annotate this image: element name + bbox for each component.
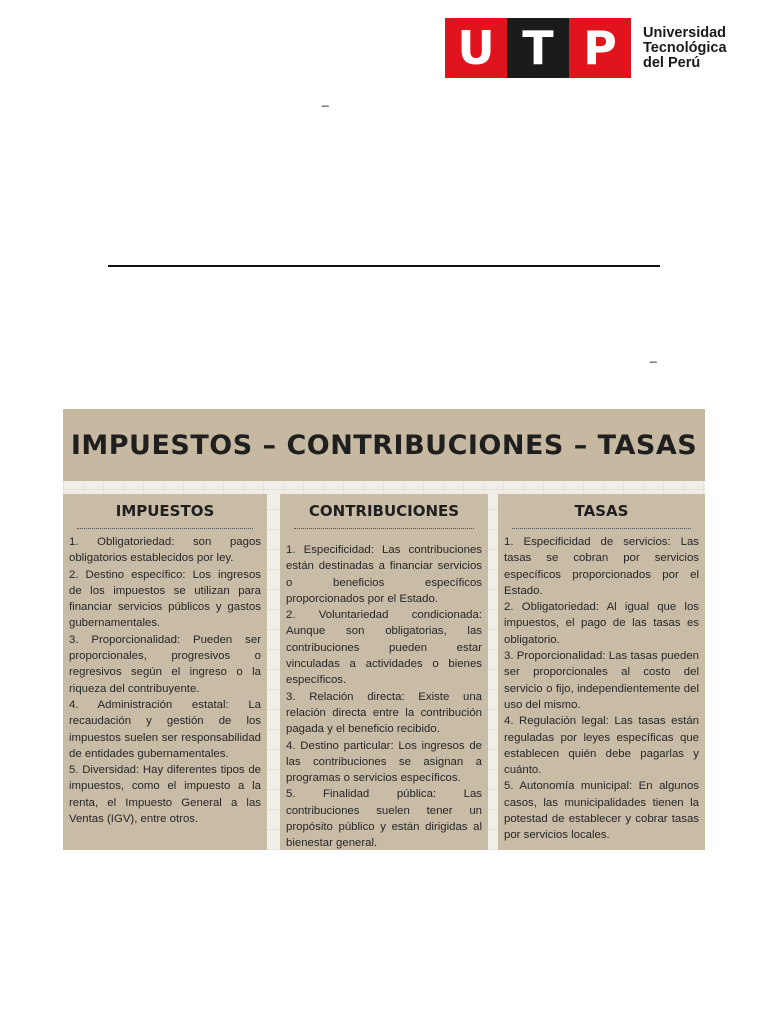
taxes-infographic (63, 409, 705, 850)
university-name-line-2: Tecnológica (643, 39, 727, 56)
list-item: 2. Voluntariedad condicionada: Aunque son obligatorias, las contribuciones pueden estar vinculadas a actividades o bienes específicos. (286, 609, 482, 687)
list-item: 2. Obligatoriedad: Al igual que los impuestos, el pago de las tasas es obligatorio. (504, 601, 699, 646)
list-item: 1. Obligatoriedad: son pagos obligatorios establecidos por ley. (69, 536, 261, 565)
list-item: 5. Finalidad pública: Las contribuciones suelen tener un propósito público y están dirigidas al bienestar general. (286, 788, 482, 850)
list-item: 5. Diversidad: Hay diferentes tipos de impuestos, como el impuesto a la renta, el Impuesto General a las Ventas (IGV), entre otros. (69, 764, 261, 826)
list-item: 3. Proporcionalidad: Las tasas pueden ser proporcionales al costo del servicio o fijo, independientemente del uso del mismo. (504, 650, 699, 711)
horizontal-rule (108, 265, 660, 267)
utp-logo-mark (445, 18, 631, 78)
column-body (69, 529, 261, 827)
column-impuestos (63, 494, 267, 850)
list-item: 5. Autonomía municipal: En algunos casos, las municipalidades tienen la potestad de establecer y cobrar tasas por servicios locales. (504, 780, 699, 842)
list-item: 4. Destino particular: Los ingresos de las contribuciones se asignan a programas o servicios específicos. (286, 739, 482, 785)
university-name-line-3: del Perú (643, 54, 701, 71)
utp-logo (445, 18, 727, 78)
column-contribuciones (280, 494, 488, 850)
infographic-banner (63, 409, 705, 481)
list-item: 4. Administración estatal: La recaudación y gestión de los impuestos suelen ser responsabilidad de entidades gubernamentales. (69, 698, 261, 760)
column-heading: IMPUESTOS (115, 502, 215, 520)
list-item: 4. Regulación legal: Las tasas están reguladas por leyes específicas que establecen quién debe pagarlas y cuánto. (504, 715, 699, 777)
list-item: 2. Destino específico: Los ingresos de los impuestos se utilizan para financiar servicios públicos y gastos gubernamentales. (69, 568, 261, 630)
column-tasas (498, 494, 705, 850)
column-body (286, 529, 482, 852)
infographic-title: IMPUESTOS – CONTRIBUCIONES – TASAS (70, 429, 698, 461)
list-item: 1. Especificidad de servicios: Las tasas se cobran por servicios específicos proporcionados por el Estado. (504, 536, 699, 597)
university-name (643, 26, 727, 71)
list-item: 3. Relación directa: Existe una relación directa entre la contribución pagada y el beneficio recibido. (286, 690, 482, 736)
logo-letter-t: T (507, 18, 569, 78)
university-name-line-1: Universidad (643, 24, 726, 41)
right-dash: _ (650, 349, 657, 363)
list-item: 3. Proporcionalidad: Pueden ser proporcionales, progresivos o regresivos según el ingreso o la riqueza del contribuyente. (69, 633, 261, 695)
logo-letter-u: U (445, 18, 507, 78)
top-dash: _ (322, 93, 329, 107)
column-body (504, 529, 699, 844)
column-heading: TASAS (574, 502, 629, 520)
column-heading: CONTRIBUCIONES (308, 502, 460, 520)
list-item: 1. Especificidad: Las contribuciones están destinadas a financiar servicios o beneficios específicos proporcionados por el Estado. (286, 544, 482, 605)
logo-letter-p: P (569, 18, 631, 78)
